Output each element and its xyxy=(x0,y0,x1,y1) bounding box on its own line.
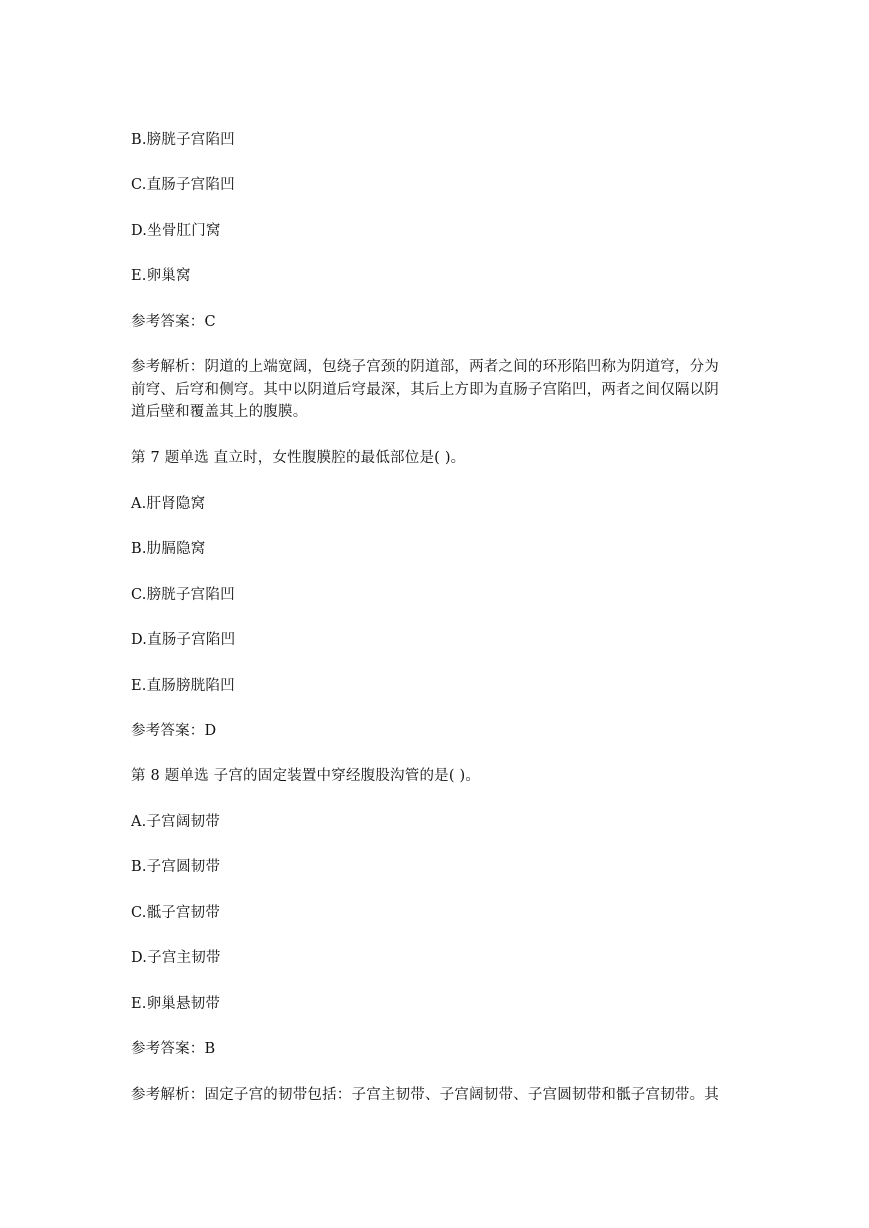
q8-option-c: C.骶子宫韧带 xyxy=(131,905,221,921)
q8-option-d: D.子宫主韧带 xyxy=(131,950,221,966)
q6-explanation xyxy=(131,356,743,424)
q6-option-d: D.坐骨肛门窝 xyxy=(131,223,221,239)
q8-option-a: A.子宫阔韧带 xyxy=(131,814,220,830)
q6-option-b: B.膀胱子宫陷凹 xyxy=(131,132,235,148)
q6-option-c: C.直肠子宫陷凹 xyxy=(131,177,235,193)
q7-option-c: C.膀胱子宫陷凹 xyxy=(131,587,235,603)
q6-explanation-line: 道后壁和覆盖其上的腹膜。 xyxy=(131,404,308,420)
q6-explanation-line: 参考解析：阴道的上端宽阔，包绕子宫颈的阴道部，两者之间的环形陷凹称为阴道穹，分为 xyxy=(131,359,719,375)
q6-answer: 参考答案：C xyxy=(131,314,216,330)
q7-question: 第 7 题单选 直立时，女性腹膜腔的最低部位是( )。 xyxy=(131,450,466,466)
q7-option-b: B.肋膈隐窝 xyxy=(131,541,206,557)
q8-explanation: 参考解析：固定子宫的韧带包括：子宫主韧带、子宫阔韧带、子宫圆韧带和骶子宫韧带。其 xyxy=(131,1087,719,1103)
q7-option-e: E.直肠膀胱陷凹 xyxy=(131,678,235,694)
q7-option-d: D.直肠子宫陷凹 xyxy=(131,632,236,648)
q7-option-a: A.肝肾隐窝 xyxy=(131,496,206,512)
q8-option-e: E.卵巢悬韧带 xyxy=(131,996,221,1012)
q8-option-b: B.子宫圆韧带 xyxy=(131,859,221,875)
q6-explanation-line: 前穹、后穹和侧穹。其中以阴道后穹最深，其后上方即为直肠子宫陷凹，两者之间仅隔以阴 xyxy=(131,381,719,398)
document-page xyxy=(131,0,743,1228)
q8-question: 第 8 题单选 子宫的固定装置中穿经腹股沟管的是( )。 xyxy=(131,768,481,784)
q7-answer: 参考答案：D xyxy=(131,723,217,739)
q6-option-e: E.卵巢窝 xyxy=(131,268,191,284)
q8-answer: 参考答案：B xyxy=(131,1041,216,1057)
